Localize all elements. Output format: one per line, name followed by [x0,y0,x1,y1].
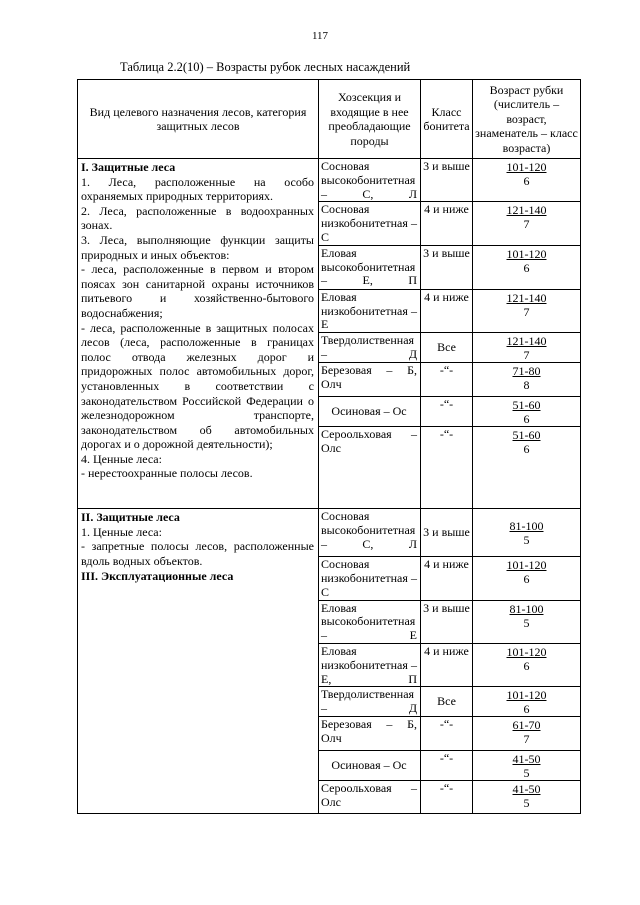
age-cell [473,781,581,814]
age-denominator: 6 [523,260,530,275]
class-cell: 4 и ниже [421,289,473,332]
age-denominator: 5 [523,533,530,548]
class-cell: -“- [421,427,473,509]
age-numerator: 81-100 [509,601,544,616]
age-numerator: 101-120 [506,558,547,573]
age-numerator: 51-60 [512,398,541,413]
age-cell [473,245,581,289]
species-cell: Сосновая низкобонитетная – С [319,202,421,245]
species-cell: Осиновая – Ос [319,751,421,781]
category-line: 1. Ценные леса: [81,524,162,539]
species-cell: Осиновая – Ос [319,397,421,427]
category-line: - запретные полосы лесов, расположенные вдоль водных объектов. [81,539,314,568]
age-denominator: 6 [523,412,530,427]
age-cell [473,202,581,245]
class-cell: Все [421,333,473,363]
age-cell [473,751,581,781]
age-numerator: 41-50 [512,782,541,797]
age-numerator: 61-70 [512,718,541,733]
header-species: Хозсекция и входящие в нее преобладающие породы [319,80,421,159]
class-cell: -“- [421,717,473,751]
category-line: 4. Ценные леса: [81,451,162,466]
age-denominator: 6 [523,572,530,587]
class-cell: 4 и ниже [421,557,473,600]
age-numerator: 121-140 [506,334,547,349]
header-class: Класс бонитета [421,80,473,159]
class-cell: 4 и ниже [421,643,473,686]
section-title: II. Защитные леса [81,510,180,525]
age-denominator: 6 [523,442,530,457]
age-denominator: 7 [523,732,530,747]
species-cell: Березовая – Б, Олч [319,363,421,397]
age-numerator: 71-80 [512,364,541,379]
class-cell: -“- [421,751,473,781]
age-denominator: 8 [523,378,530,393]
age-denominator: 7 [523,348,530,363]
age-numerator: 101-120 [506,644,547,659]
category-cell-section1 [78,159,319,509]
age-cell [473,363,581,397]
age-cell [473,427,581,509]
category-line: - нерестоохранные полосы лесов. [81,466,253,481]
age-numerator: 41-50 [512,752,541,767]
age-cell [473,557,581,600]
table-caption: Таблица 2.2(10) – Возрасты рубок лесных насаждений [120,60,411,74]
class-cell: 3 и выше [421,245,473,289]
class-cell: 3 и выше [421,600,473,643]
age-numerator: 101-120 [506,688,547,703]
class-cell: -“- [421,781,473,814]
class-cell: 3 и выше [421,509,473,557]
age-denominator: 6 [523,658,530,673]
species-cell: Сосновая высокобонитетная – С, Л [319,509,421,557]
category-line: 2. Леса, расположенные в водоохранных зонах. [81,203,314,233]
age-numerator: 121-140 [506,203,547,218]
age-numerator: 51-60 [512,428,541,443]
species-cell: Сосновая высокобонитетная – С, Л [319,159,421,202]
age-numerator: 101-120 [506,160,547,174]
age-cell [473,600,581,643]
age-denominator: 5 [523,796,530,811]
table-row [78,509,581,557]
age-numerator: 101-120 [506,246,547,261]
age-cell [473,159,581,202]
section-title: III. Эксплуатационные леса [81,568,234,583]
species-cell: Сероольховая – Олс [319,781,421,814]
age-denominator: 5 [523,615,530,630]
page-number: 117 [311,30,329,42]
category-line: 3. Леса, выполняющие функции защиты природных и иных объектов: [81,232,314,262]
age-denominator: 5 [523,766,530,781]
species-cell: Еловая низкобонитетная – Е, П [319,643,421,686]
category-line: - леса, расположенные в первом и втором поясах зон санитарной охраны источников питьевого и хозяйственно-бытового водоснабжения; [81,262,314,320]
age-numerator: 81-100 [509,519,544,534]
age-cell [473,687,581,717]
table-row [78,159,581,202]
species-cell: Сероольховая – Олс [319,427,421,509]
age-numerator: 121-140 [506,290,547,305]
class-cell: -“- [421,397,473,427]
species-cell: Сосновая низкобонитетная – С [319,557,421,600]
category-line: 1. Леса, расположенные на особо охраняемых природных территориях. [81,174,314,204]
header-category: Вид целевого назначения лесов, категория защитных лесов [78,80,319,159]
species-cell: Твердолиственная – Д [319,333,421,363]
category-line: - леса, расположенные в защитных полосах лесов (леса, расположенные в границах полос отвода железных дорог и придорожных полос автомобильных дорог, установленных в соответствии с законодательством Российской Федерации о железнодорожном транспорте, законодательством об автомобильных дорогах и о дорожной деятельности); [81,320,314,452]
age-denominator: 6 [523,702,530,717]
class-cell: 3 и выше [421,159,473,202]
age-cell [473,643,581,686]
species-cell: Еловая низкобонитетная – Е [319,289,421,332]
class-cell: 4 и ниже [421,202,473,245]
age-cell [473,333,581,363]
species-cell: Еловая высокобонитетная – Е, П [319,245,421,289]
section-title: I. Защитные леса [81,160,176,174]
species-cell: Березовая – Б, Олч [319,717,421,751]
age-denominator: 7 [523,304,530,319]
header-age: Возраст рубки (числитель – возраст, знаменатель – класс возраста) [473,80,581,159]
felling-age-table [77,79,581,814]
age-cell [473,717,581,751]
category-cell-section2 [78,509,319,814]
species-cell: Еловая высокобонитетная – Е [319,600,421,643]
class-cell: Все [421,687,473,717]
age-denominator: 6 [523,174,530,188]
age-cell [473,397,581,427]
species-cell: Твердолиственная – Д [319,687,421,717]
age-denominator: 7 [523,217,530,232]
class-cell: -“- [421,363,473,397]
age-cell [473,509,581,557]
age-cell [473,289,581,332]
